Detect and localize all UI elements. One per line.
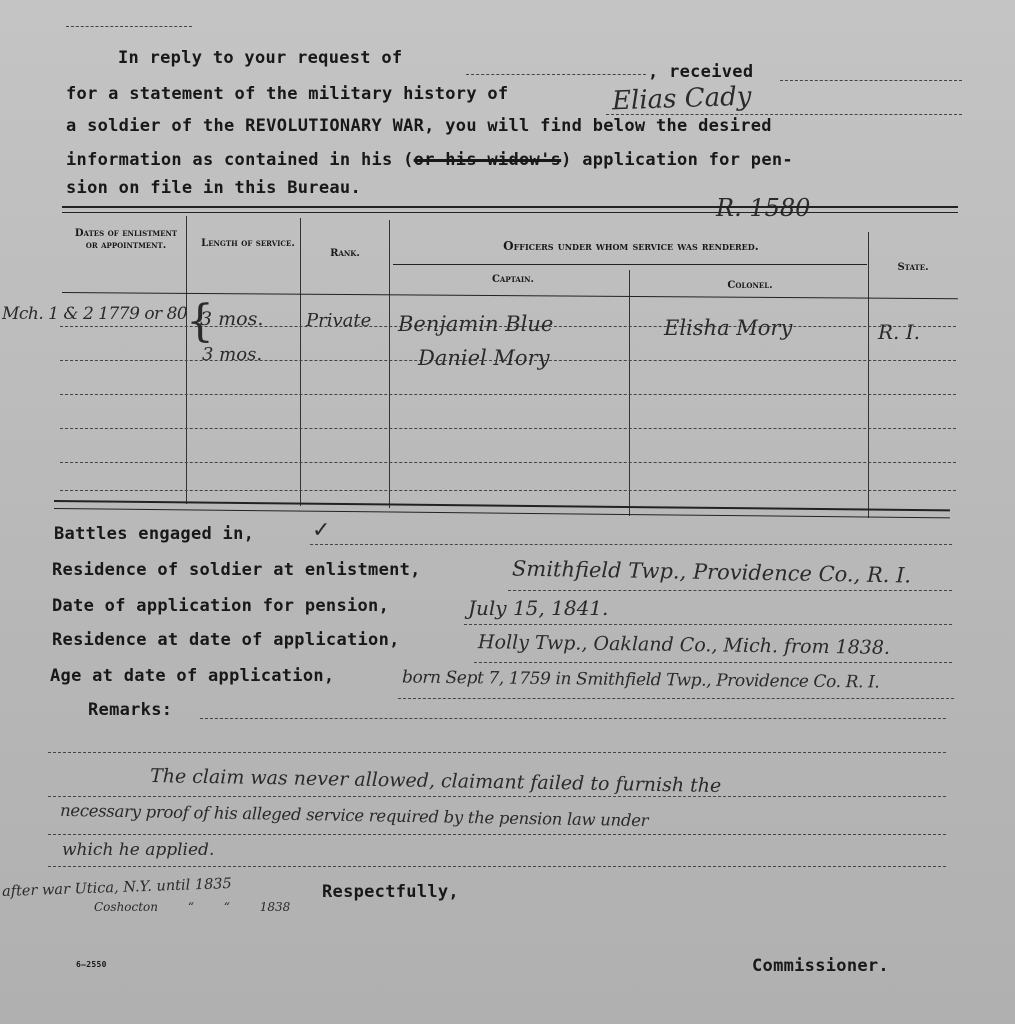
table-top-rule [62,206,958,208]
struck-widow-text: or his widow's [413,150,562,170]
remarks-blank-2 [48,752,946,753]
captain-value-2: Daniel Mory [418,346,550,370]
table-row-line [60,394,956,395]
remarks-blank-4 [48,834,946,835]
header-dates: Dates of enlistment or appointment. [74,228,178,251]
residence-app-value: Holly Twp., Oakland Co., Mich. from 1838. [477,631,891,659]
residence-app-label: Residence at date of application, [52,630,400,650]
top-stub-line [66,26,192,27]
header-colonel: Colonel. [727,280,773,291]
intro-line1-b: , received [648,62,754,82]
file-number: R. 1580 [716,194,811,222]
officers-header-rule [393,264,867,265]
colonel-value: Elisha Mory [664,316,793,340]
table-row-line [60,490,956,491]
remarks-line-2: necessary proof of his alleged service required by the pension law under [59,800,649,831]
state-value: R. I. [878,320,921,344]
header-rank: Rank. [330,248,360,259]
header-state: State. [897,262,929,273]
intro-line1-a: In reply to your request of [118,48,403,68]
table-row-line [60,428,956,429]
battles-value: ✓ [312,518,331,543]
remarks-blank-3 [48,796,946,797]
remarks-blank-5 [48,866,946,867]
respectfully: Respectfully, [322,882,459,902]
intro-line4-a: information as contained in his ( [66,150,414,170]
col-divider-5 [868,232,869,518]
length-value-1: 3 mos. [200,308,264,330]
intro-line5: sion on file in this Bureau. [66,178,361,198]
request-date-blank [466,74,646,75]
remarks-blank-1 [200,718,946,719]
commissioner: Commissioner. [752,956,889,976]
length-bracket: { [186,296,214,347]
length-value-2: 3 mos. [202,344,263,365]
residence-enlist-value: Smithfield Twp., Providence Co., R. I. [511,556,912,588]
table-row-line [60,462,956,463]
header-officers: Officers under whom service was rendered. [503,239,759,253]
battles-blank [310,544,952,545]
margin-note-line2: Coshocton “ “ 1838 [94,900,291,914]
residence-app-blank [474,662,952,663]
remarks-line-3: which he applied. [62,840,215,860]
date-app-blank [464,624,952,625]
residence-enlist-blank [508,590,952,591]
header-length: Length of service. [201,238,295,249]
enlistment-date: Mch. 1 & 2 1779 or 80 [2,304,188,324]
remarks-line-1: The claim was never allowed, claimant failed to furnish the [149,765,722,797]
date-app-label: Date of application for pension, [52,596,390,616]
intro-line3: a soldier of the REVOLUTIONARY WAR, you will find below the desired [66,116,772,136]
soldier-name-blank [606,114,962,115]
intro-line4-b: ) application for pen- [561,150,793,170]
residence-enlist-label: Residence of soldier at enlistment, [52,560,421,580]
age-label: Age at date of application, [50,666,335,686]
captain-value-1: Benjamin Blue [398,312,554,336]
battles-label: Battles engaged in, [54,524,255,544]
received-date-blank [780,80,962,81]
intro-line4 [66,150,793,170]
age-blank [398,698,954,699]
form-number: 6—2550 [76,960,107,969]
col-divider-4 [629,270,630,516]
rank-value: Private [306,310,372,331]
table-top-rule-2 [62,212,958,213]
soldier-name: Elias Cady [611,81,752,117]
remarks-label: Remarks: [88,700,173,720]
margin-note-line1: after war Utica, N.Y. until 1835 [1,875,233,901]
date-app-value: July 15, 1841. [468,596,609,620]
intro-line2: for a statement of the military history of [66,84,509,104]
header-captain: Captain. [491,274,535,285]
age-value: born Sept 7, 1759 in Smithfield Twp., Providence Co. R. I. [401,667,880,693]
col-divider-3 [389,220,390,508]
